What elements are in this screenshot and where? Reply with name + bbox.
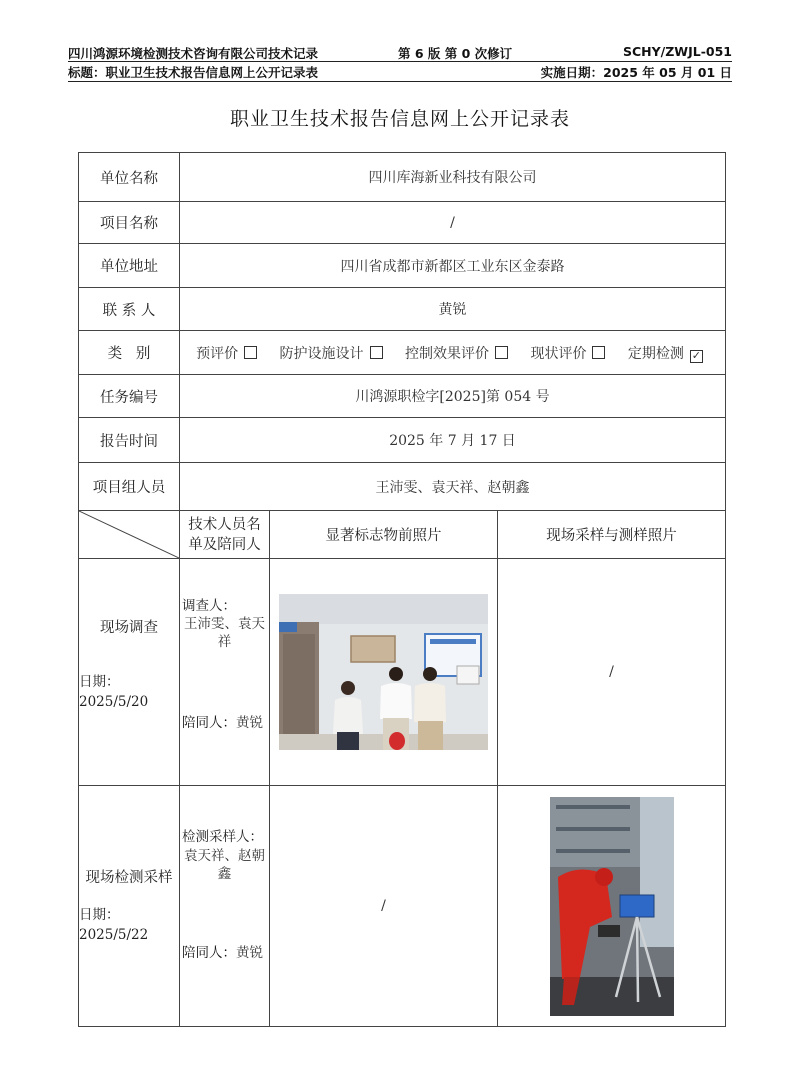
- record-subject: 标题：职业卫生技术报告信息网上公开记录表: [68, 65, 319, 80]
- option-status-evaluation: 现状评价: [530, 346, 611, 362]
- survey-date-label: 日期：: [79, 674, 120, 690]
- contact-label: 联 系 人: [79, 288, 180, 331]
- survey-date: 2025/5/20: [79, 694, 149, 710]
- row-project-name: [79, 202, 726, 244]
- staff-col-header: 技术人员名单及陪同人: [180, 511, 270, 559]
- sampling-operation-photo: [550, 797, 674, 1016]
- survey-landmark-photo-cell: [270, 559, 498, 786]
- sampling-date-label: 日期：: [79, 907, 120, 923]
- row-team: [79, 463, 726, 511]
- task-no-value: 川鸿源职检字[2025]第 054 号: [180, 375, 726, 418]
- unit-name-label: 单位名称: [79, 153, 180, 202]
- row-task-no: [79, 375, 726, 418]
- survey-sampling-photo-cell: /: [498, 559, 726, 786]
- checkbox-control-effect[interactable]: [495, 346, 508, 359]
- team-value: 王沛雯、袁天祥、赵朝鑫: [180, 463, 726, 511]
- header-divider-bottom: [68, 81, 732, 82]
- sampling-staff-cell: [180, 786, 270, 1027]
- row-category: [79, 331, 726, 375]
- team-label: 项目组人员: [79, 463, 180, 511]
- version-info: 第 6 版 第 0 次修订: [398, 46, 513, 61]
- doc-header-line-2: [68, 63, 732, 81]
- option-periodic-testing: 定期检测 ✓: [627, 345, 702, 362]
- category-label: 类 别: [79, 331, 180, 375]
- company-record-title: 四川鸿源环境检测技术咨询有限公司技术记录: [68, 46, 319, 61]
- row-field-sampling: [79, 786, 726, 1027]
- unit-address-label: 单位地址: [79, 244, 180, 288]
- survey-staff-cell: [180, 559, 270, 786]
- sampling-escort: 陪同人：黄锐: [182, 945, 263, 961]
- header-divider-top: [68, 61, 732, 62]
- report-time-value: 2025 年 7 月 17 日: [180, 418, 726, 463]
- checkbox-pre-evaluation[interactable]: [244, 346, 257, 359]
- row-unit-name: [79, 153, 726, 202]
- page-title: 职业卫生技术报告信息网上公开记录表: [229, 108, 570, 130]
- investigator-names: 王沛雯、袁天祥: [184, 616, 265, 650]
- survey-title: 现场调查: [100, 620, 158, 636]
- effective-date: 实施日期：2025 年 05 月 01 日: [540, 65, 732, 80]
- doc-header-line-1: [68, 44, 732, 62]
- row-report-time: [79, 418, 726, 463]
- sampling-landmark-photo-cell: /: [270, 786, 498, 1027]
- report-time-label: 报告时间: [79, 418, 180, 463]
- checkbox-status-evaluation[interactable]: [592, 346, 605, 359]
- landmark-col-header: 显著标志物前照片: [270, 511, 498, 559]
- task-no-label: 任务编号: [79, 375, 180, 418]
- row-field-survey: [79, 559, 726, 786]
- investigator-label: 调查人：: [182, 598, 236, 614]
- survey-escort: 陪同人：黄锐: [182, 715, 263, 731]
- sampling-col-header: 现场采样与测样照片: [498, 511, 726, 559]
- unit-name-value: 四川库海新业科技有限公司: [180, 153, 726, 202]
- row-unit-address: [79, 244, 726, 288]
- sampling-photo-cell: [498, 786, 726, 1027]
- sampling-title-cell: [79, 786, 180, 1027]
- sampler-label: 检测采样人：: [182, 829, 263, 845]
- landmark-group-photo: [279, 594, 488, 750]
- document-code: SCHY/ZWJL-051: [622, 44, 732, 59]
- option-pre-evaluation: 预评价: [196, 346, 263, 362]
- survey-title-cell: [79, 559, 180, 786]
- contact-value: 黄锐: [180, 288, 726, 331]
- record-table: [78, 152, 726, 1027]
- checkbox-protection-design[interactable]: [370, 346, 383, 359]
- sampler-names: 袁天祥、赵朝鑫: [184, 848, 265, 882]
- unit-address-value: 四川省成都市新都区工业东区金泰路: [180, 244, 726, 288]
- project-name-label: 项目名称: [79, 202, 180, 244]
- sampling-date: 2025/5/22: [79, 927, 149, 943]
- option-protection-design: 防护设施设计: [280, 346, 389, 362]
- checkbox-periodic-testing-checked[interactable]: ✓: [691, 348, 702, 362]
- project-name-value: /: [180, 202, 726, 244]
- row-photo-header: [79, 511, 726, 559]
- option-control-effect: 控制效果评价: [405, 346, 514, 362]
- diagonal-line: [79, 511, 179, 558]
- row-contact: [79, 288, 726, 331]
- category-options: [180, 331, 726, 375]
- diagonal-header-cell: [79, 511, 180, 559]
- sampling-title: 现场检测采样: [85, 870, 173, 886]
